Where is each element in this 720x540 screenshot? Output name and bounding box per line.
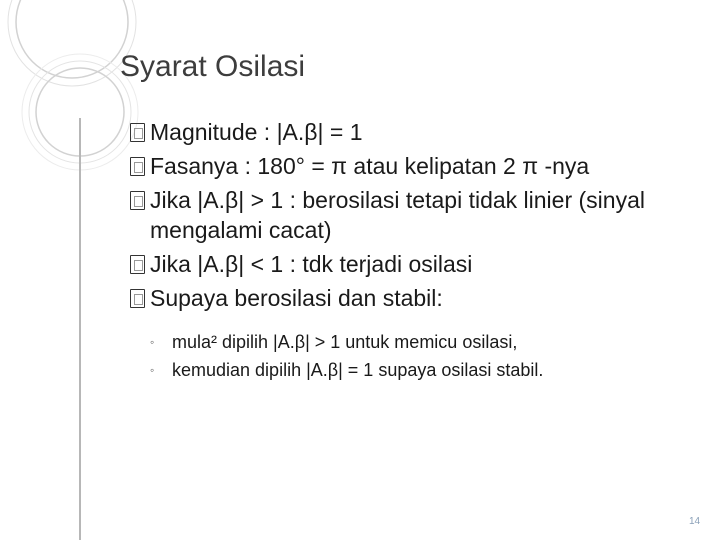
bullet-glyph-icon <box>130 255 145 274</box>
bullet-text: Magnitude : |A.β| = 1 <box>150 119 363 145</box>
bullet-item <box>130 117 710 147</box>
vertical-divider-line <box>79 118 81 540</box>
bullet-glyph-icon <box>130 289 145 308</box>
bullet-glyph-icon <box>130 157 145 176</box>
bullet-list <box>130 117 710 317</box>
sub-bullet-item <box>146 328 716 356</box>
slide-title: Syarat Osilasi <box>120 50 306 83</box>
ring-bullet-icon: ◦ <box>150 335 155 349</box>
bullet-item <box>130 249 710 279</box>
page-number: 14 <box>689 516 701 527</box>
sub-bullet-list <box>146 328 716 384</box>
sub-bullet-item <box>146 356 716 384</box>
bullet-glyph-icon <box>130 191 145 210</box>
bullet-item <box>130 151 710 181</box>
bullet-item <box>130 283 710 313</box>
bullet-text: Fasanya : 180° = π atau kelipatan 2 π -nya <box>150 153 590 179</box>
bullet-text: Supaya berosilasi dan stabil: <box>150 285 443 311</box>
bullet-text: Jika |A.β| < 1 : tdk terjadi osilasi <box>150 251 473 277</box>
ring-bullet-icon: ◦ <box>150 363 155 377</box>
bullet-glyph-icon <box>130 123 145 142</box>
bullet-text: Jika |A.β| > 1 : berosilasi tetapi tidak linier (sinyal mengalami cacat) <box>150 187 645 243</box>
sub-bullet-text: mula² dipilih |A.β| > 1 untuk memicu osilasi, <box>172 332 518 352</box>
bullet-item <box>130 185 710 245</box>
sub-bullet-text: kemudian dipilih |A.β| = 1 supaya osilasi stabil. <box>172 360 544 380</box>
